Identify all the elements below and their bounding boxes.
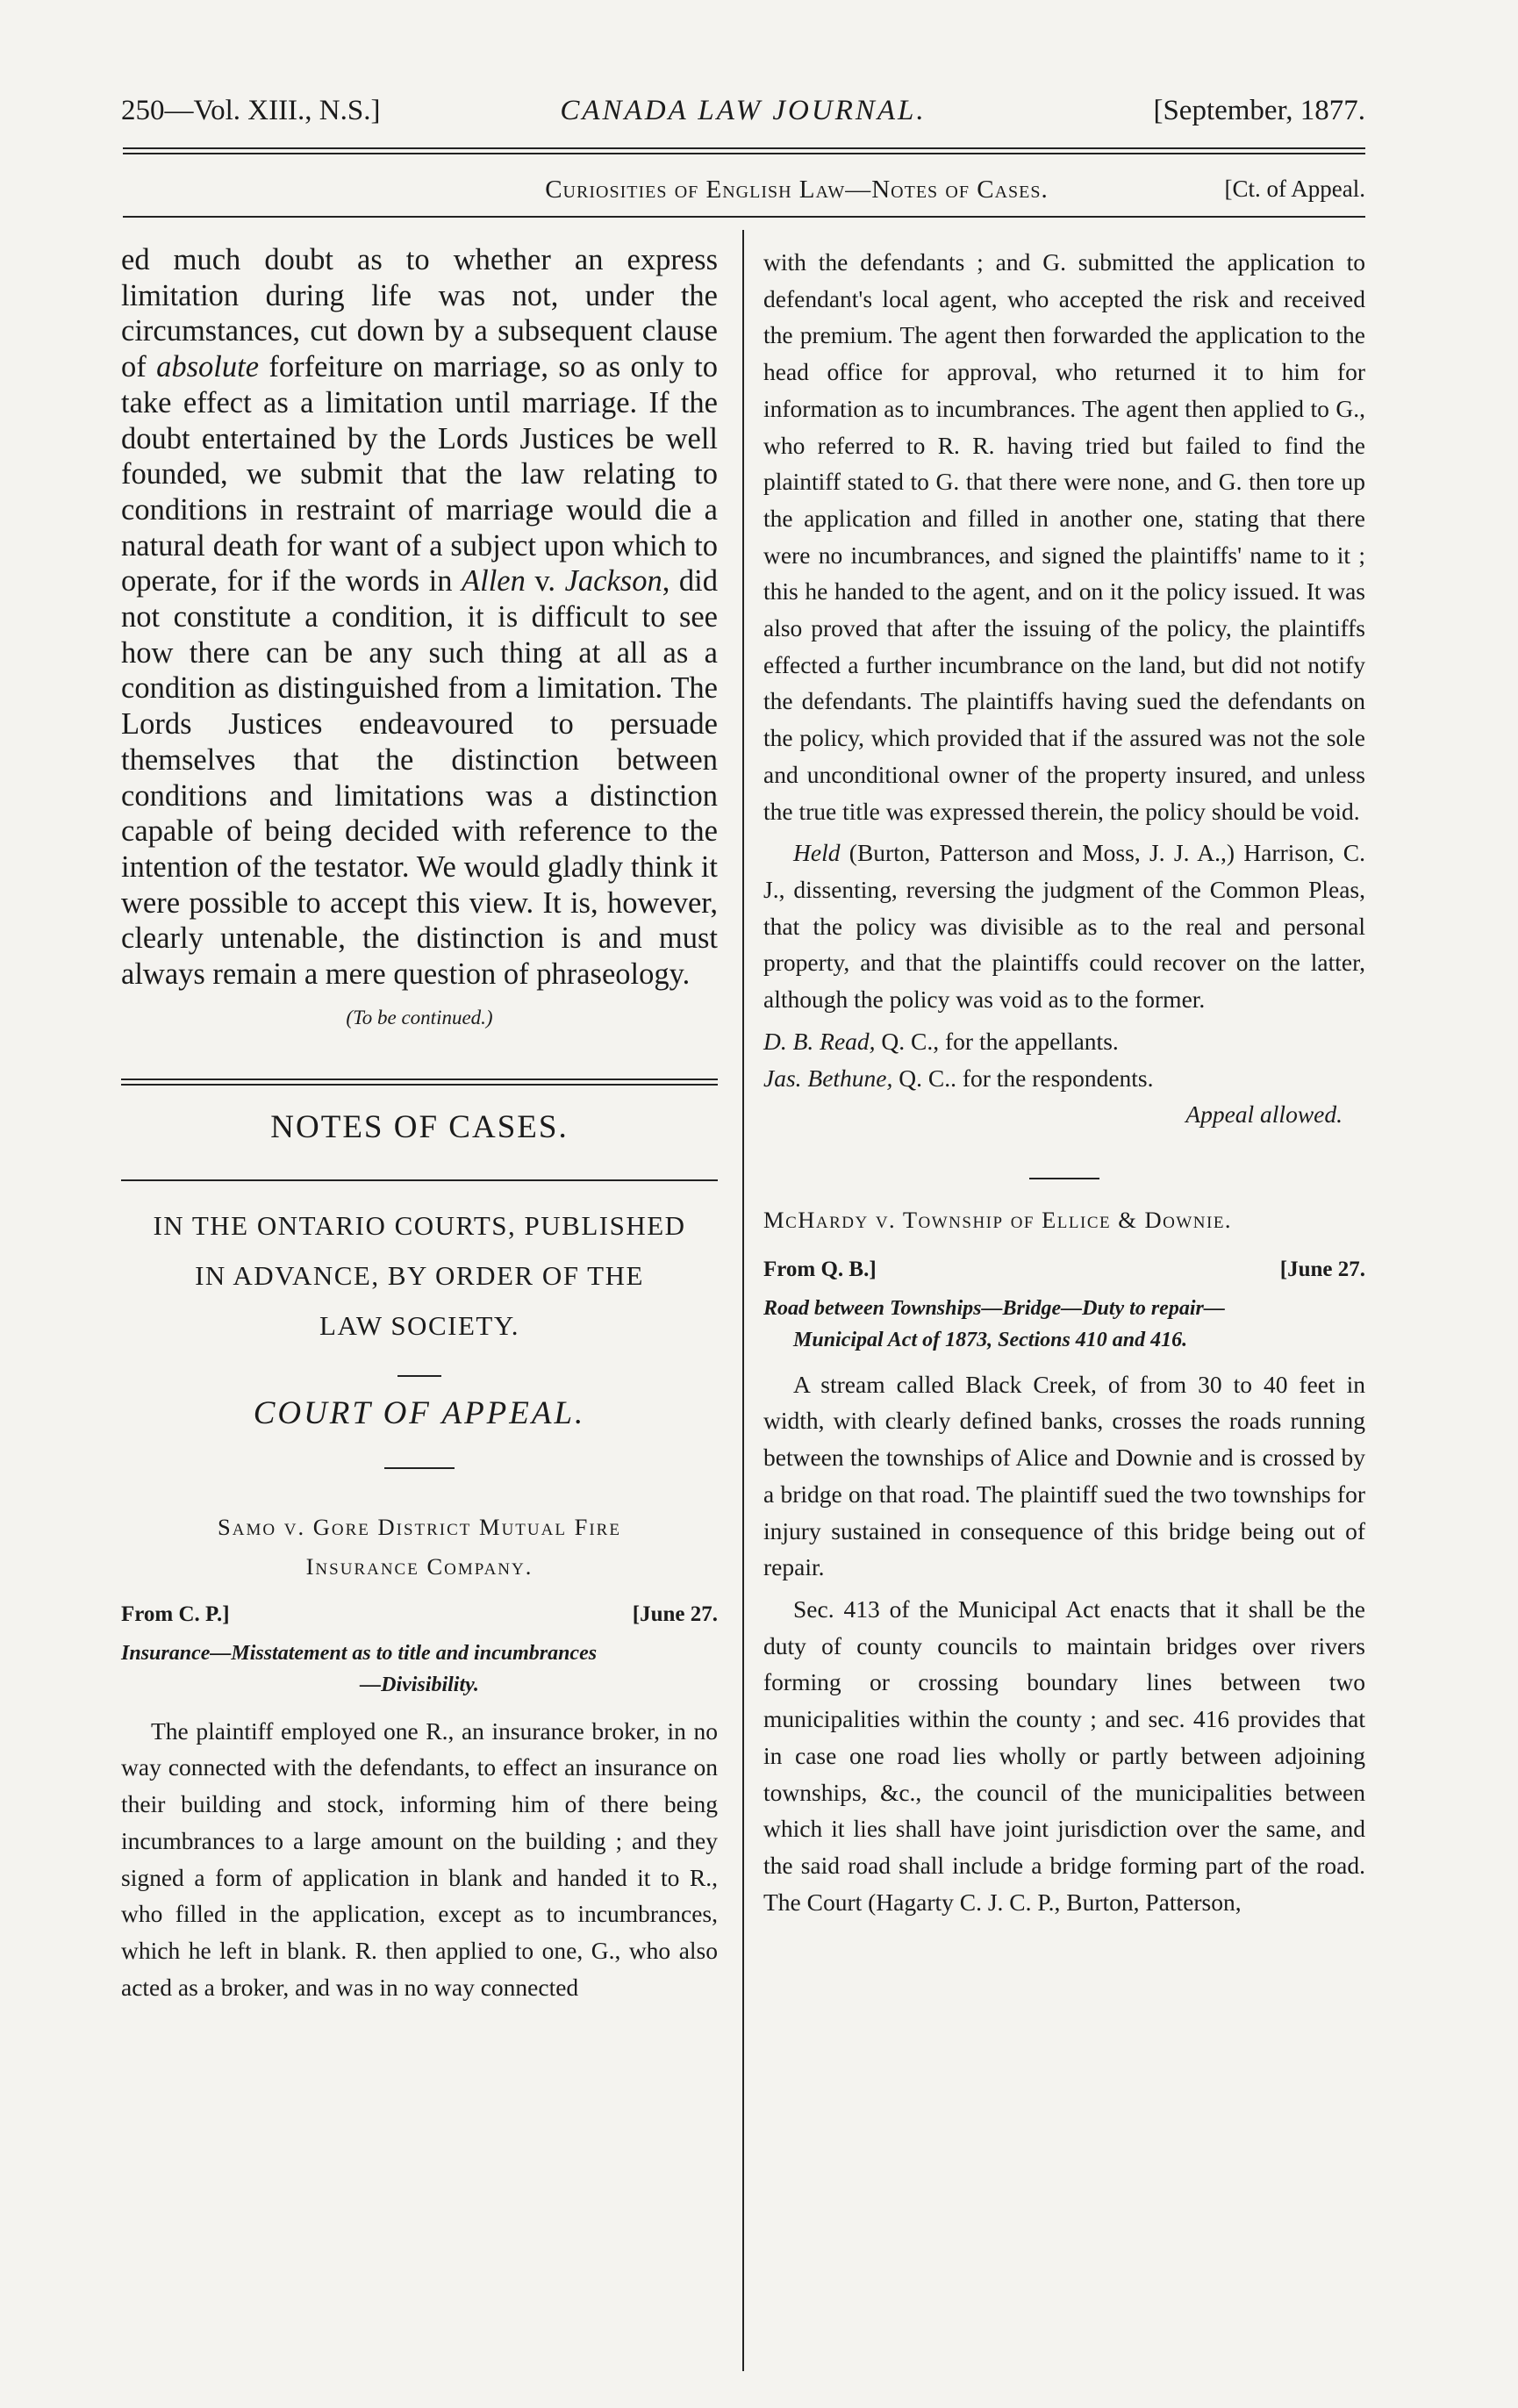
case-2-title: McHardy v. Township of Ellice & Downie. [763, 1206, 1233, 1233]
essay-text-1: ed much doubt as to whether an express limitation during life was not, under the circumstances, cut down by a subsequent clause of [121, 243, 718, 384]
page-volume: 250—Vol. XIII., N.S.] [121, 95, 381, 126]
case-1-title-line-2: Insurance Company. [305, 1552, 533, 1580]
ontario-courts-heading [121, 1200, 718, 1351]
case-1-from-line [121, 1602, 718, 1638]
counsel-1-name: D. B. Read, [763, 1027, 876, 1055]
case-2-headnote-line-1: Road between Townships—Bridge—Duty to repair— [763, 1296, 1225, 1320]
section-title: Curiosities of English Law—Notes of Cases. [545, 176, 1049, 204]
subhead-rule [123, 216, 1365, 218]
case-2-para-2: Sec. 413 of the Municipal Act enacts that it shall be the duty of county councils to maintain bridges over rivers forming or crossing boundary lines between two municipalities within the county ; and sec. 416 provides that in case one road lies wholly or partly between adjoining townships, &c., the council of the municipalities between which it lies shall have joint jurisdiction over the same, and the said road shall include a bridge forming part of the road. The Court (Hagarty C. J. C. P., Burton, Patterson, [763, 1595, 1365, 1916]
counsel-2-role: Q. C.. for the respondents. [892, 1064, 1154, 1092]
case-2-para-1: A stream called Black Creek, of from 30 to 40 feet in width, with clearly defined banks, crosses the roads running between the townships of Alice and Downie and is crossed by a bridge on that road. The plaintiff sued the two townships for injury sustained in consequence of this bridge being out of repair. [763, 1370, 1365, 1581]
essay-text-4: , did not constitute a condition, it is difficult to see how there can be any such thing at all as a condition as distinguished from a limitation. The Lords Justices endeavoured to persuade themselves that the distinction between conditions and limitations was a distinction capable of being decided with reference to the intention of the testator. We would gladly think it were possible to accept this view. It is, however, clearly untenable, the distinction is and must always remain a mere question of phraseology. [121, 564, 718, 992]
running-head [121, 95, 1365, 135]
case-1-headnote-line-2: —Divisibility. [360, 1673, 479, 1696]
case-1-title [121, 1508, 718, 1587]
case-1-headnote-line-1: Insurance—Misstatement as to title and incumbrances [121, 1641, 598, 1665]
essay-text-3: v. [525, 564, 565, 598]
notes-rule [121, 1179, 718, 1181]
counsel-appellants [763, 1023, 1365, 1060]
notes-of-cases-title: NOTES OF CASES. [270, 1108, 569, 1145]
case-1-title-line-1: Samo v. Gore District Mutual Fire [218, 1513, 621, 1540]
court-of-appeal-heading: COURT OF APPEAL. [253, 1394, 586, 1431]
case-1-continued: with the defendants ; and G. submitted the application to defendant's local agent, who accepted the risk and received the premium. The agent then forwarded the application to the head office for approval, who returned it to him for information as to incumbrances. The agent then applied to G., who referred to R. R. having tried but failed to find the plaintiff stated to G. that there were none, and G. then tore up the application and filled in another one, stating that there were no incumbrances, and signed the plaintiffs' name to it ; this he handed to the agent, and on it the policy issued. It was also proved that after the issuing of the policy, the plaintiffs effected a further incumbrance on the land, but did not notify the defendants. The plaintiffs having sued the defendants on the policy, which provided that if the assured was not the sole and unconditional owner of the property insured, and unless the true title was expressed therein, the policy should be void. [763, 248, 1365, 825]
courts-line-2: IN ADVANCE, BY ORDER OF THE [195, 1259, 644, 1291]
case-2-headnote [763, 1293, 1365, 1356]
courts-line-1: IN THE ONTARIO COURTS, PUBLISHED [153, 1209, 686, 1241]
held-label: Held [793, 839, 841, 867]
journal-title: CANADA LAW JOURNAL. [560, 95, 927, 126]
case-1-holding [763, 835, 1365, 1018]
case-2-date: [June 27. [1279, 1257, 1365, 1281]
case-2-from-line [763, 1258, 1365, 1293]
counsel-1-role: Q. C., for the appellants. [875, 1027, 1119, 1055]
counsel-2-name: Jas. Bethune, [763, 1064, 893, 1092]
right-column [763, 244, 1365, 1920]
column-divider [742, 230, 744, 2371]
held-text: (Burton, Patterson and Moss, J. J. A.,) Harrison, C. J., dissenting, reversing the judgment of the Common Pleas, that the policy was divisible as to the real and personal property, and that the plaintiffs could recover on the latter, although the policy was void as to the former. [763, 839, 1365, 1014]
essay-paragraph [121, 242, 718, 993]
case-1-headnote [121, 1638, 718, 1701]
short-rule-2 [384, 1467, 455, 1469]
header-rule-top [123, 147, 1365, 149]
case-1-from: From C. P.] [121, 1602, 230, 1626]
case-1-body-left: The plaintiff employed one R., an insurance broker, in no way connected with the defendants, to effect an insurance on their building and stock, informing him of there being incumbrances to a large amount on the building ; and they signed a form of application in blank and handed it to R., who filled in the application, except as to incumbrances, which he left in blank. R. then applied to one, G., who also acted as a broker, and was in no way connected [121, 1716, 718, 2001]
counsel-respondents [763, 1060, 1365, 1097]
left-column [121, 242, 718, 2005]
case-2-from: From Q. B.] [763, 1257, 877, 1281]
case-1-result: Appeal allowed. [1185, 1100, 1343, 1128]
short-rule-1 [397, 1375, 441, 1377]
case-2-headnote-line-2: Municipal Act of 1873, Sections 410 and 416. [793, 1328, 1188, 1351]
header-rule-bottom [123, 153, 1365, 154]
essay-italic-jackson: Jackson [564, 564, 662, 598]
essay-italic-absolute: absolute [156, 350, 260, 384]
section-double-rule [121, 1079, 718, 1086]
section-head [123, 176, 1365, 211]
essay-text-2: forfeiture on marriage, so as only to take effect as a limitation until marriage. If the doubt entertained by the Lords Justices be well founded, we submit that the law relating to conditions in restraint of marriage would die a natural death for want of a subject upon which to operate, for if the words in [121, 350, 718, 598]
counsel-list [763, 1023, 1365, 1097]
short-rule-3 [1029, 1178, 1099, 1179]
case-1-date: [June 27. [632, 1602, 718, 1626]
essay-italic-allen: Allen [462, 564, 526, 598]
issue-date: [September, 1877. [1153, 95, 1365, 126]
section-court: [Ct. of Appeal. [1224, 176, 1365, 202]
to-be-continued: (To be continued.) [346, 1006, 493, 1028]
courts-line-3: LAW SOCIETY. [319, 1309, 519, 1341]
